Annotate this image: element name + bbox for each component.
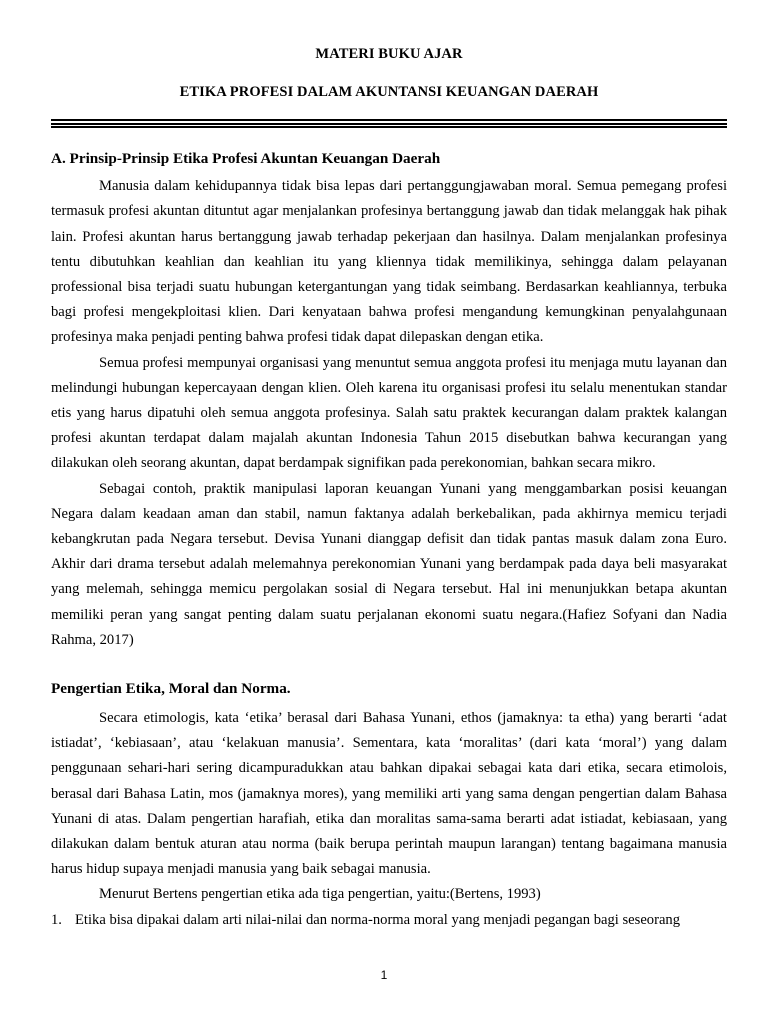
list-item-number: 1. <box>51 911 62 928</box>
section-a-paragraph-1: Manusia dalam kehidupannya tidak bisa lepas dari pertanggungjawaban moral. Semua pemegang profesi termasuk profesi akuntan dituntut agar menjalankan profesinya bertanggung jawab dan tidak melanggak hak pihak lain. Profesi akuntan harus bertanggung jawab terhadap pekerjaan dan hasilnya. Dalam menjalankan profesinya tentu dibutuhkan keahlian dan keahlian itu yang kliennya tidak memilikinya, sehingga dalam pelayanan professional bisa terjadi suatu hubungan ketergantungan yang tidak seimbang. Berdasarkan keahliannya, terbuka bagi profesi mengekploitasi klien. Dari kenyataan bahwa profesi mengandung kemungkinan penyalahgunaan profesinya maka penjadi penting bahwa profesi tidak dapat dilepaskan dengan etika. <box>51 178 727 346</box>
section-a-paragraph-2: Semua profesi mempunyai organisasi yang menuntut semua anggota profesi itu menjaga mutu layanan dan melindungi hubungan kepercayaan dengan klien. Oleh karena itu organisasi profesi itu selalu menentukan standar etis yang harus dipatuhi oleh semua anggota profesinya. Salah satu praktek kecurangan dalam praktek kalangan profesi akuntan terdapat dalam majalah akuntan Indonesia Tahun 2015 disebutkan bahwa kecurangan yang dilakukan oleh seorang akuntan, dapat berdampak signifikan pada perekonomian, bahkan secara mikro. <box>51 354 727 472</box>
section-a-paragraph-3: Sebagai contoh, praktik manipulasi laporan keuangan Yunani yang menggambarkan posisi keuangan Negara dalam keadaan aman dan stabil, namun faktanya adalah berkebalikan, pada akhirnya memicu terjadi kebangkrutan pada Negara tersebut. Devisa Yunani dianggap defisit dan tidak pantas masuk dalam zona Euro. Akhir dari drama tersebut adalah melemahnya perekonomian Yunani yang berdampak pada daya beli masyarakat yang melemah, sehingga memicu pergolakan sosial di Negara tersebut. Hal ini menunjukkan betapa akuntan memiliki peran yang sangat penting dalam suatu perjalanan ekonomi suatu negara.(Hafiez Sofyani dan Nadia Rahma, 2017) <box>51 480 727 648</box>
section-b-paragraph-1: Secara etimologis, kata ‘etika’ berasal dari Bahasa Yunani, ethos (jamaknya: ta etha) yang berarti ‘adat istiadat’, ‘kebiasaan’, atau ‘kelakuan manusia’. Sementara, kata ‘moralitas’ (dari kata ‘moral’) yang dalam penggunaan sehari-hari sering dicampuradukkan atau bahkan dipakai sebagai kata dari etika, secara etimolois, berasal dari Bahasa Latin, mos (jamaknya mores), yang memiliki arti yang sama dengan pengertian dalam Bahasa Yunani di atas. Dalam pengertian harafiah, etika dan moralitas sama-sama berarti adat istiadat, kebiasaan, yang dilakukan dalam bentuk aturan atau norma (baik berupa perintah maupun larangan) tentang bagaimana manusia harus hidup supaya menjadi manusia yang baik sebagai manusia. <box>51 710 727 878</box>
list-item <box>51 908 727 933</box>
document-subtitle: ETIKA PROFESI DALAM AKUNTANSI KEUANGAN DAERAH <box>179 84 599 100</box>
document-title: MATERI BUKU AJAR <box>315 46 463 62</box>
definition-list <box>51 908 727 933</box>
section-b-paragraph-2: Menurut Bertens pengertian etika ada tiga pengertian, yaitu:(Bertens, 1993) <box>99 886 541 903</box>
title-divider <box>51 119 727 128</box>
list-item-text: Etika bisa dipakai dalam arti nilai-nilai dan norma-norma moral yang menjadi pegangan bagi seseorang <box>75 911 681 928</box>
section-a-heading: A. Prinsip-Prinsip Etika Profesi Akuntan Keuangan Daerah <box>51 150 441 168</box>
page-number: 1 <box>380 968 388 982</box>
document-page <box>51 40 727 933</box>
section-b-heading: Pengertian Etika, Moral dan Norma. <box>51 680 291 698</box>
